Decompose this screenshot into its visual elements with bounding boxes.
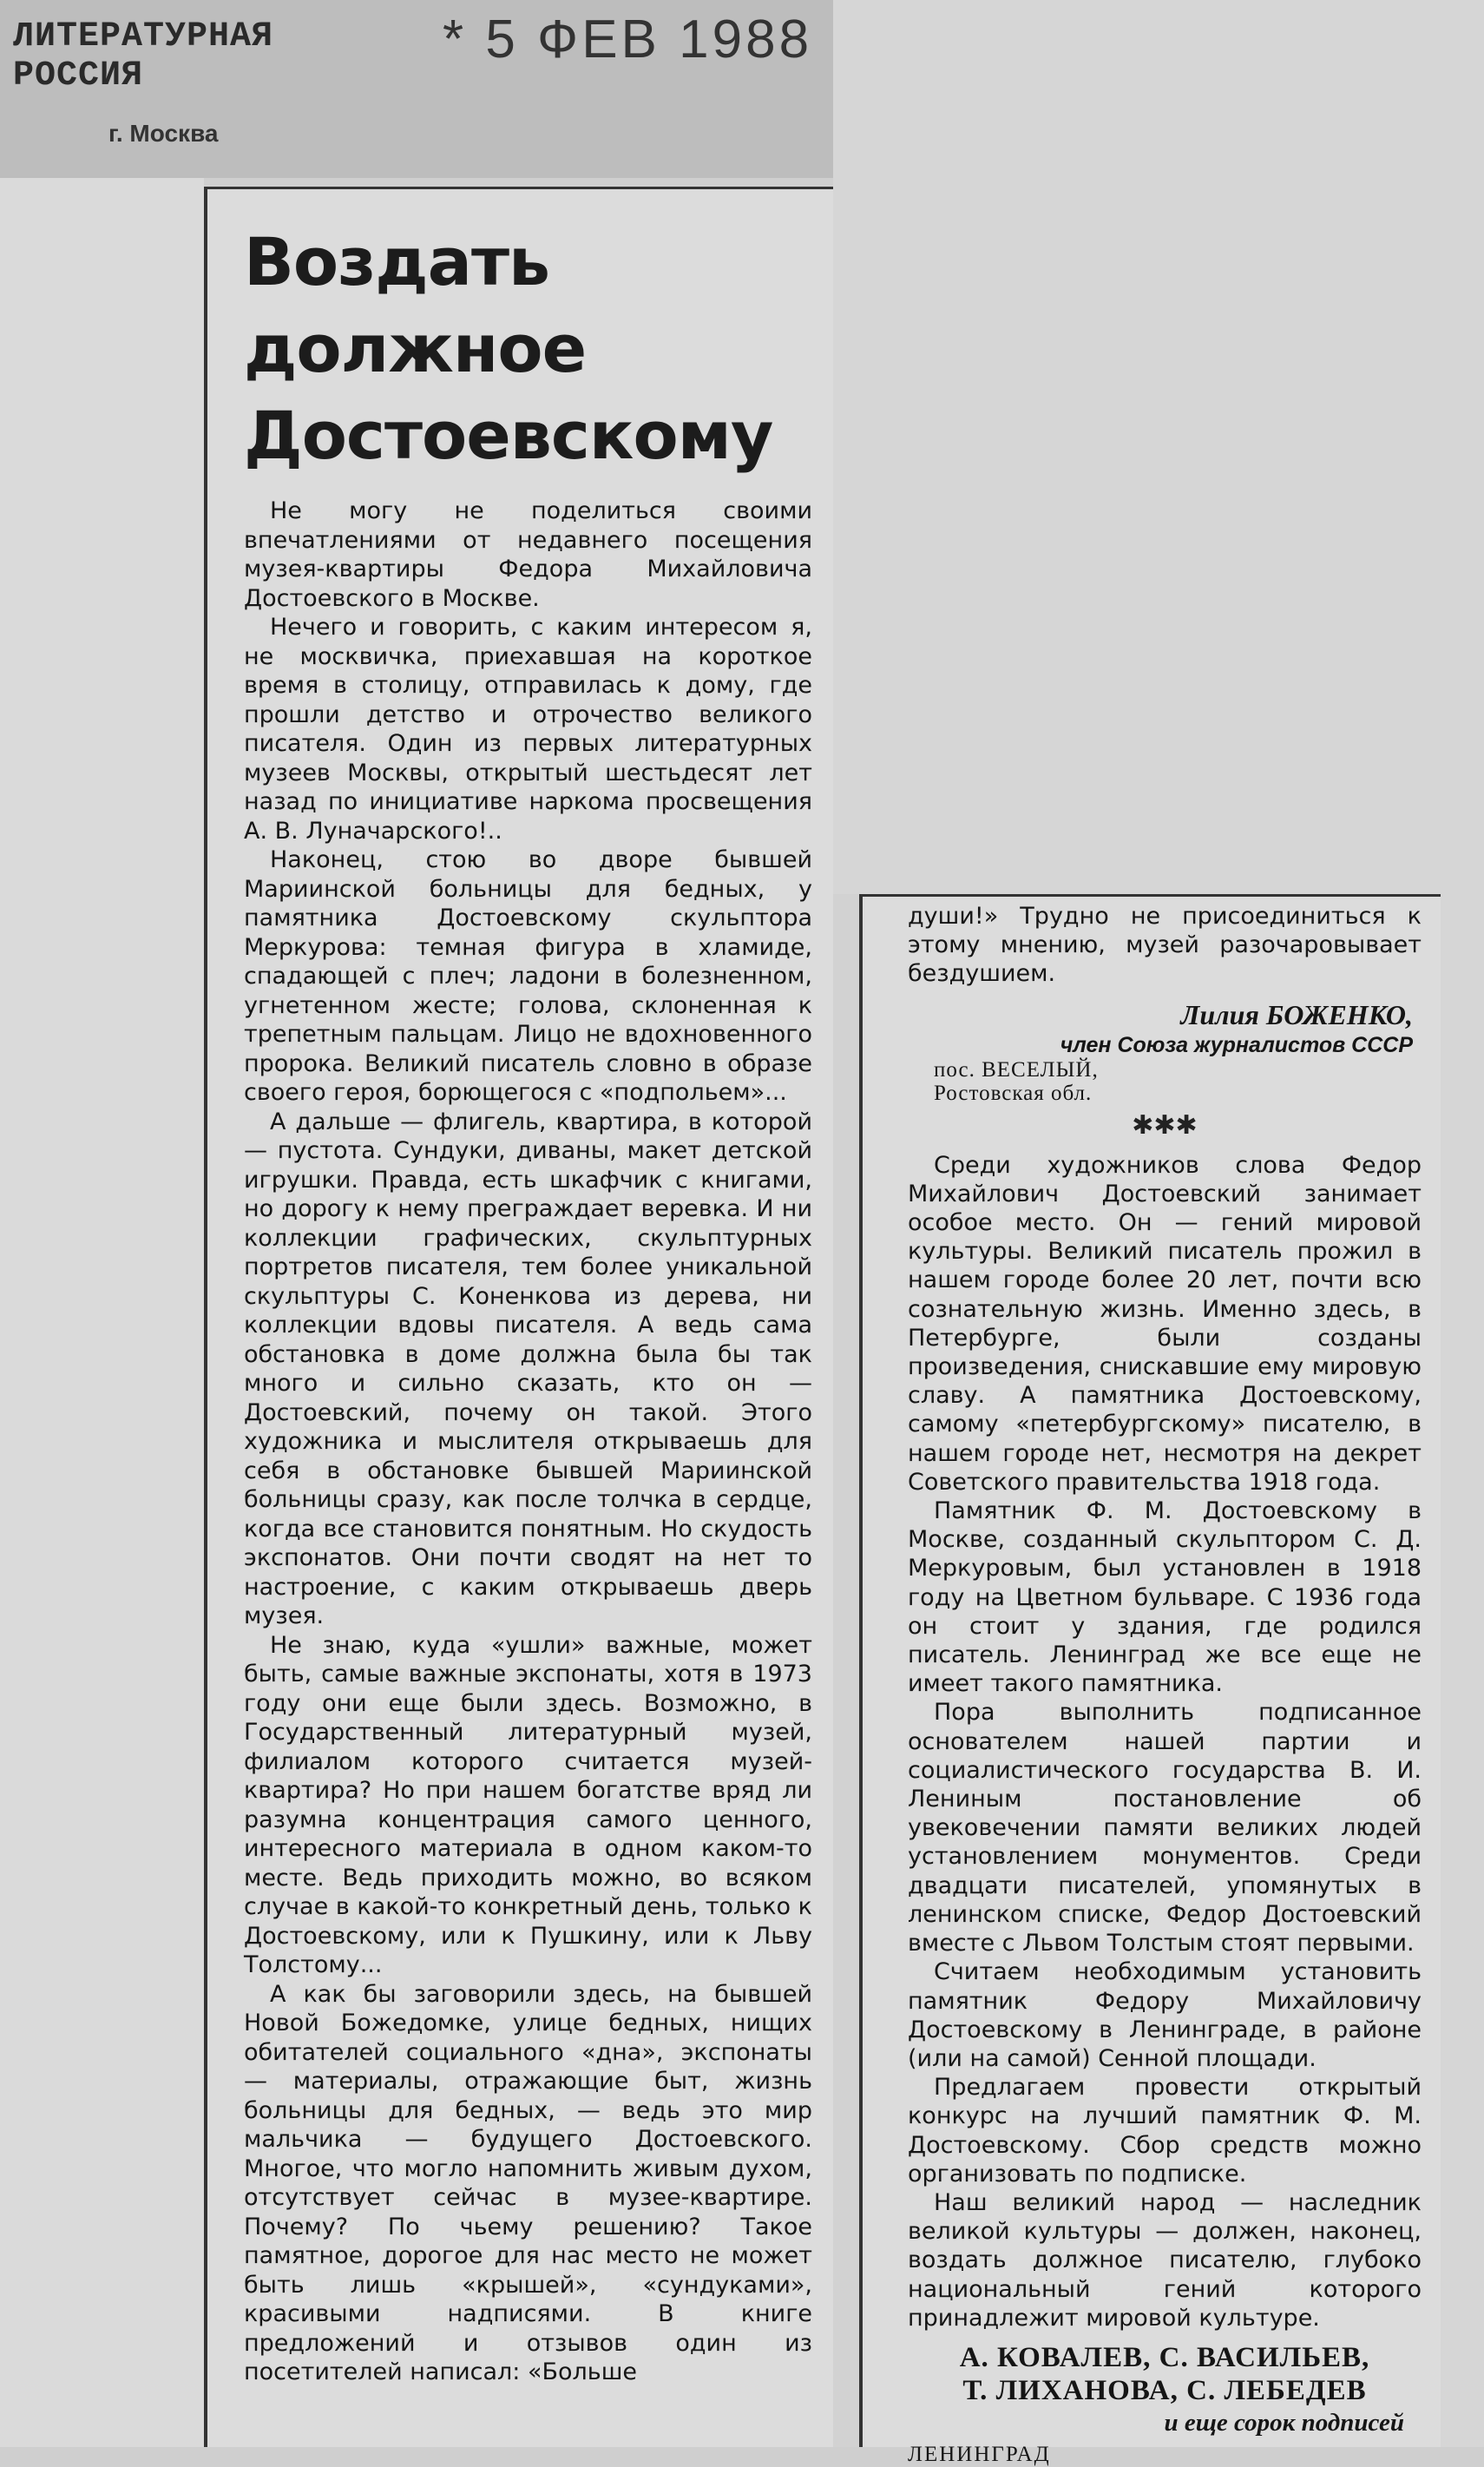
newspaper-city: г. Москва bbox=[108, 120, 219, 147]
backing-sheet-right bbox=[833, 0, 1484, 894]
paragraph: А как бы заговорили здесь, на бывшей Новой Божедомке, улице бедных, нищих обитателей социального «дна», экспонаты — материалы, отражающие быт, жизнь больницы для бедных, — ведь это мир мальчика — будущего Достоевского. Многое, что могло напомнить живым духом, отсутствует сейчас в музее-квартире. Почему? По чьему решению? Такое памятное, дорогое для нас место не может быть лишь «крышей», «сундуками», красивыми надписями. В книге предложений и отзывов один из посетителей написал: «Больше bbox=[244, 1980, 812, 2385]
authors-signature bbox=[908, 2341, 1422, 2407]
paragraph-continued: души!» Трудно не присоединиться к этому мнению, музей разочаровывает бездушием. bbox=[908, 903, 1422, 988]
newspaper-name: ЛИТЕРАТУРНАЯ РОССИЯ bbox=[13, 17, 274, 95]
author-place: пос. ВЕСЕЛЫЙ, bbox=[934, 1057, 1099, 1082]
article-column-1 bbox=[204, 187, 833, 2447]
signatures-tail: и еще сорок подписей bbox=[1164, 2408, 1404, 2437]
asterism-divider: ✱✱✱ bbox=[1132, 1110, 1198, 1140]
author-role: член Союза журналистов СССР bbox=[1060, 1032, 1413, 1057]
paragraph: Среди художников слова Федор Михайлович Достоевский занимает особое место. Он — гений мировой культуры. Великий писатель прожил в нашем городе более 20 лет, почти всю сознательную жизнь. Именно здесь, в Петербурге, были созданы произведения, снискавшие ему мировую славу. А памятника Достоевскому, самому «петербургскому» писателю, в нашем городе нет, несмотря на декрет Советского правительства 1918 года. bbox=[908, 1151, 1422, 1496]
article-title bbox=[244, 219, 812, 479]
paragraph: Не могу не поделиться своими впечатлениями от недавнего посещения музея-квартиры Федора Михайловича Достоевского в Москве. bbox=[244, 497, 812, 612]
paragraph: Наконец, стою во дворе бывшей Мариинской больницы для бедных, у памятника Достоевскому скульптора Меркурова: темная фигура в хламиде, спадающей с плеч; ладони в болезненном, угнетенном жесте; голова, склоненная к трепетным пальцам. Лицо не вдохновенного пророка. Великий писатель словно в образе своего героя, борющегося с «подпольем»... bbox=[244, 846, 812, 1106]
title-line: Достоевскому bbox=[244, 397, 773, 474]
paragraph: Памятник Ф. М. Достоевскому в Москве, созданный скульптором С. Д. Меркуровым, был установлен в 1918 году на Цветном бульваре. С 1936 года он стоит у здания, где родился писатель. Ленинград же все еще не имеет такого памятника. bbox=[908, 1497, 1422, 1698]
paragraph: Нечего и говорить, с каким интересом я, не москвичка, приехавшая на короткое время в столицу, отправилась к дому, где прошли детство и отрочество великого писателя. Один из первых литературных музеев Москвы, открытый шестьдесят лет назад по инициативе наркома просвещения А. В. Луначарского!.. bbox=[244, 614, 812, 845]
paragraph: Не знаю, куда «ушли» важные, может быть, самые важные экспонаты, хотя в 1973 году они еще были здесь. Возможно, в Государственный литературный музей, филиалом которого считается музей-квартира? Но при нашем богатстве вряд ли разумна концентрация самого ценного, интересного материала в одном каком-то месте. Ведь приходить можно, во всяком случае в какой-то конкретный день, только к Достоевскому, или к Пушкину, или к Льву Толстому... bbox=[244, 1631, 812, 1978]
article-column-2 bbox=[859, 894, 1441, 2466]
authors-line: Т. ЛИХАНОВА, С. ЛЕБЕДЕВ bbox=[962, 2374, 1367, 2406]
authors-line: А. КОВАЛЕВ, С. ВАСИЛЬЕВ, bbox=[959, 2341, 1370, 2373]
date-stamp: * 5 ФЕВ 1988 bbox=[443, 10, 813, 69]
backing-sheet-right-lower bbox=[1441, 894, 1484, 2447]
paragraph: Предлагаем провести открытый конкурс на лучший памятник Ф. М. Достоевскому. Сбор средств можно организовать по подписке. bbox=[908, 2074, 1422, 2187]
closing-city: ЛЕНИНГРАД bbox=[908, 2442, 1051, 2466]
paragraph: Наш великий народ — наследник великой культуры — должен, наконец, воздать должное писателю, глубоко национальный гений которого принадлежит мировой культуре. bbox=[908, 2188, 1422, 2332]
paragraph: А дальше — флигель, квартира, в которой — пустота. Сундуки, диваны, макет детской игрушки. Правда, есть шкафчик с книгами, но дорогу к нему преграждает веревка. И ни коллекции графических, скульптурных портретов писателя, тем более уникальной скульптуры С. Коненкова из дерева, ни коллекции вдовы писателя. А ведь сама обстановка в доме должна была бы так много и сильно сказать, кто он — Достоевский, почему он такой. Этого художника и мыслителя открываешь для себя в обстановке бывшей Мариинской больницы сразу, как после толчка в сердце, когда все становится понятным. Но скудость экспонатов. Они почти сводят на нет то настроение, с каким открываешь дверь музея. bbox=[244, 1108, 812, 1629]
paragraph: Пора выполнить подписанное основателем нашей партии и социалистического государства В. И. Лениным постановление об увековечении памяти великих людей установлением монументов. Среди двадцати писателей, упомянутых в ленинском списке, Федор Достоевский вместе с Львом Толстым стоят первыми. bbox=[908, 1699, 1422, 1957]
paragraph: Считаем необходимым установить памятник Федору Михайловичу Достоевскому в Ленинграде, в районе (или на самой) Сенной площади. bbox=[908, 1958, 1422, 2072]
backing-gap bbox=[833, 894, 859, 2447]
title-line: Воздать bbox=[244, 223, 550, 300]
title-line: должное bbox=[244, 310, 587, 387]
author-name: Лилия БОЖЕНКО, bbox=[1180, 998, 1413, 1030]
backing-sheet bbox=[0, 178, 204, 2447]
author-region: Ростовская обл. bbox=[934, 1081, 1093, 1105]
